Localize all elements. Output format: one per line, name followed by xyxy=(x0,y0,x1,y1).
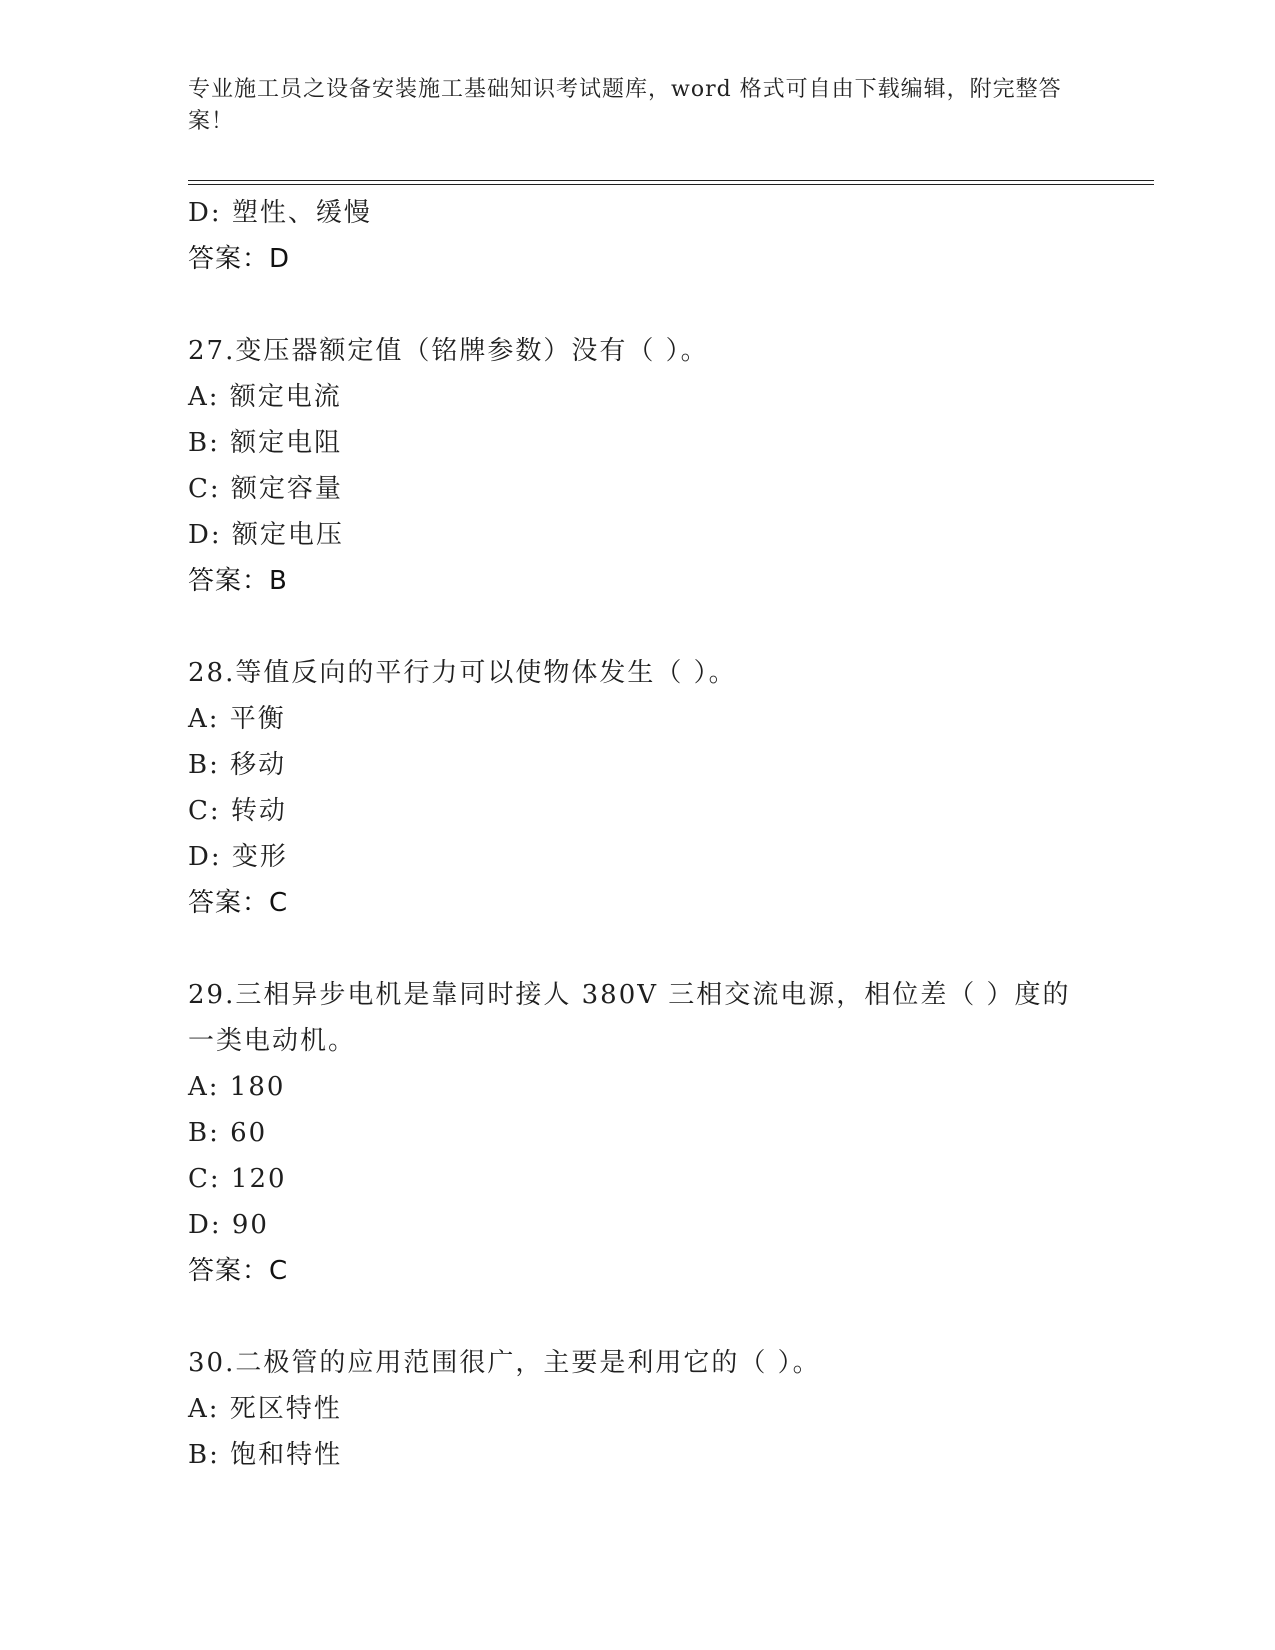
option-d: D: 变形 xyxy=(188,842,288,872)
answer-line: 答案：D xyxy=(188,244,291,274)
header-divider xyxy=(188,180,1154,185)
option-c: C: 额定容量 xyxy=(188,474,343,504)
spacer xyxy=(188,604,1108,650)
option-a: A: 180 xyxy=(188,1072,286,1102)
option-b: B: 60 xyxy=(188,1118,268,1148)
option-d: D: 90 xyxy=(188,1210,269,1240)
question-29-title: 29.三相异步电机是靠同时接人 380V 三相交流电源，相位差（ ）度的一类电动机。 xyxy=(188,980,1071,1056)
answer-line: 答案：C xyxy=(188,888,289,918)
option-b: B: 移动 xyxy=(188,750,287,780)
question-list xyxy=(188,190,1108,1478)
option-b: B: 额定电阻 xyxy=(188,428,343,458)
option-a: A: 死区特性 xyxy=(188,1394,342,1424)
option-a: A: 平衡 xyxy=(188,704,286,734)
option-c: C: 120 xyxy=(188,1164,287,1194)
spacer xyxy=(188,282,1108,328)
option-b: B: 饱和特性 xyxy=(188,1440,343,1470)
answer-line: 答案：B xyxy=(188,566,288,596)
question-30-title: 30.二极管的应用范围很广，主要是利用它的（ ）。 xyxy=(188,1348,821,1378)
spacer xyxy=(188,1294,1108,1340)
option-a: A: 额定电流 xyxy=(188,382,342,412)
spacer xyxy=(188,926,1108,972)
option-d: D: 塑性、缓慢 xyxy=(188,198,372,228)
question-27-title: 27.变压器额定值（铭牌参数）没有（ ）。 xyxy=(188,336,709,366)
document-intro: 专业施工员之设备安装施工基础知识考试题库，word 格式可自由下载编辑，附完整答案！ xyxy=(188,77,1062,134)
option-c: C: 转动 xyxy=(188,796,287,826)
option-d: D: 额定电压 xyxy=(188,520,344,550)
question-28-title: 28.等值反向的平行力可以使物体发生（ ）。 xyxy=(188,658,737,688)
answer-line: 答案：C xyxy=(188,1256,289,1286)
